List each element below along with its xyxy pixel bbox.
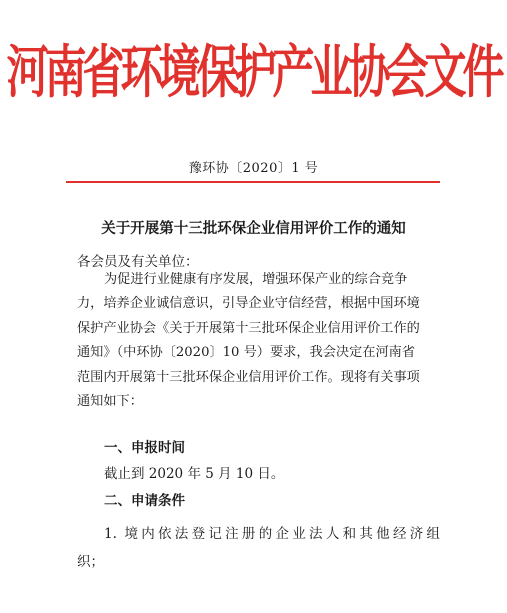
intro-line: 力，培养企业诚信意识，引导企业守信经营，根据中国环境 bbox=[77, 296, 420, 312]
intro-line: 范围内开展第十三批环保企业信用评价工作。现将有关事项 bbox=[77, 369, 420, 385]
salutation: 各会员及有关单位： bbox=[77, 254, 199, 270]
condition-item-1: 1. 境内依法登记注册的企业法人和其他经济组 bbox=[104, 526, 440, 542]
intro-line: 通知如下： bbox=[77, 394, 143, 410]
condition-item-1-continued: 织； bbox=[77, 554, 104, 570]
intro-line: 为促进行业健康有序发展，增强环保产业的综合竞争 bbox=[104, 272, 408, 287]
header-divider-rule bbox=[66, 181, 440, 183]
notice-title: 关于开展第十三批环保企业信用评价工作的通知 bbox=[101, 221, 406, 237]
intro-line: 通知》（中环协〔2020〕10 号）要求，我会决定在河南省 bbox=[77, 345, 416, 361]
intro-line: 保护产业协会《关于开展第十三批环保企业信用评价工作的 bbox=[77, 320, 420, 336]
intro-paragraph bbox=[77, 268, 438, 414]
deadline-text: 截止到 2020 年 5 月 10 日。 bbox=[104, 466, 285, 482]
section-heading-deadline: 一、申报时间 bbox=[104, 440, 185, 456]
document-number: 豫环协〔2020〕1 号 bbox=[188, 161, 319, 176]
section-heading-conditions: 二、申请条件 bbox=[104, 493, 185, 509]
document-header-title: 河南省环境保护产业协会文件 bbox=[6, 38, 501, 105]
